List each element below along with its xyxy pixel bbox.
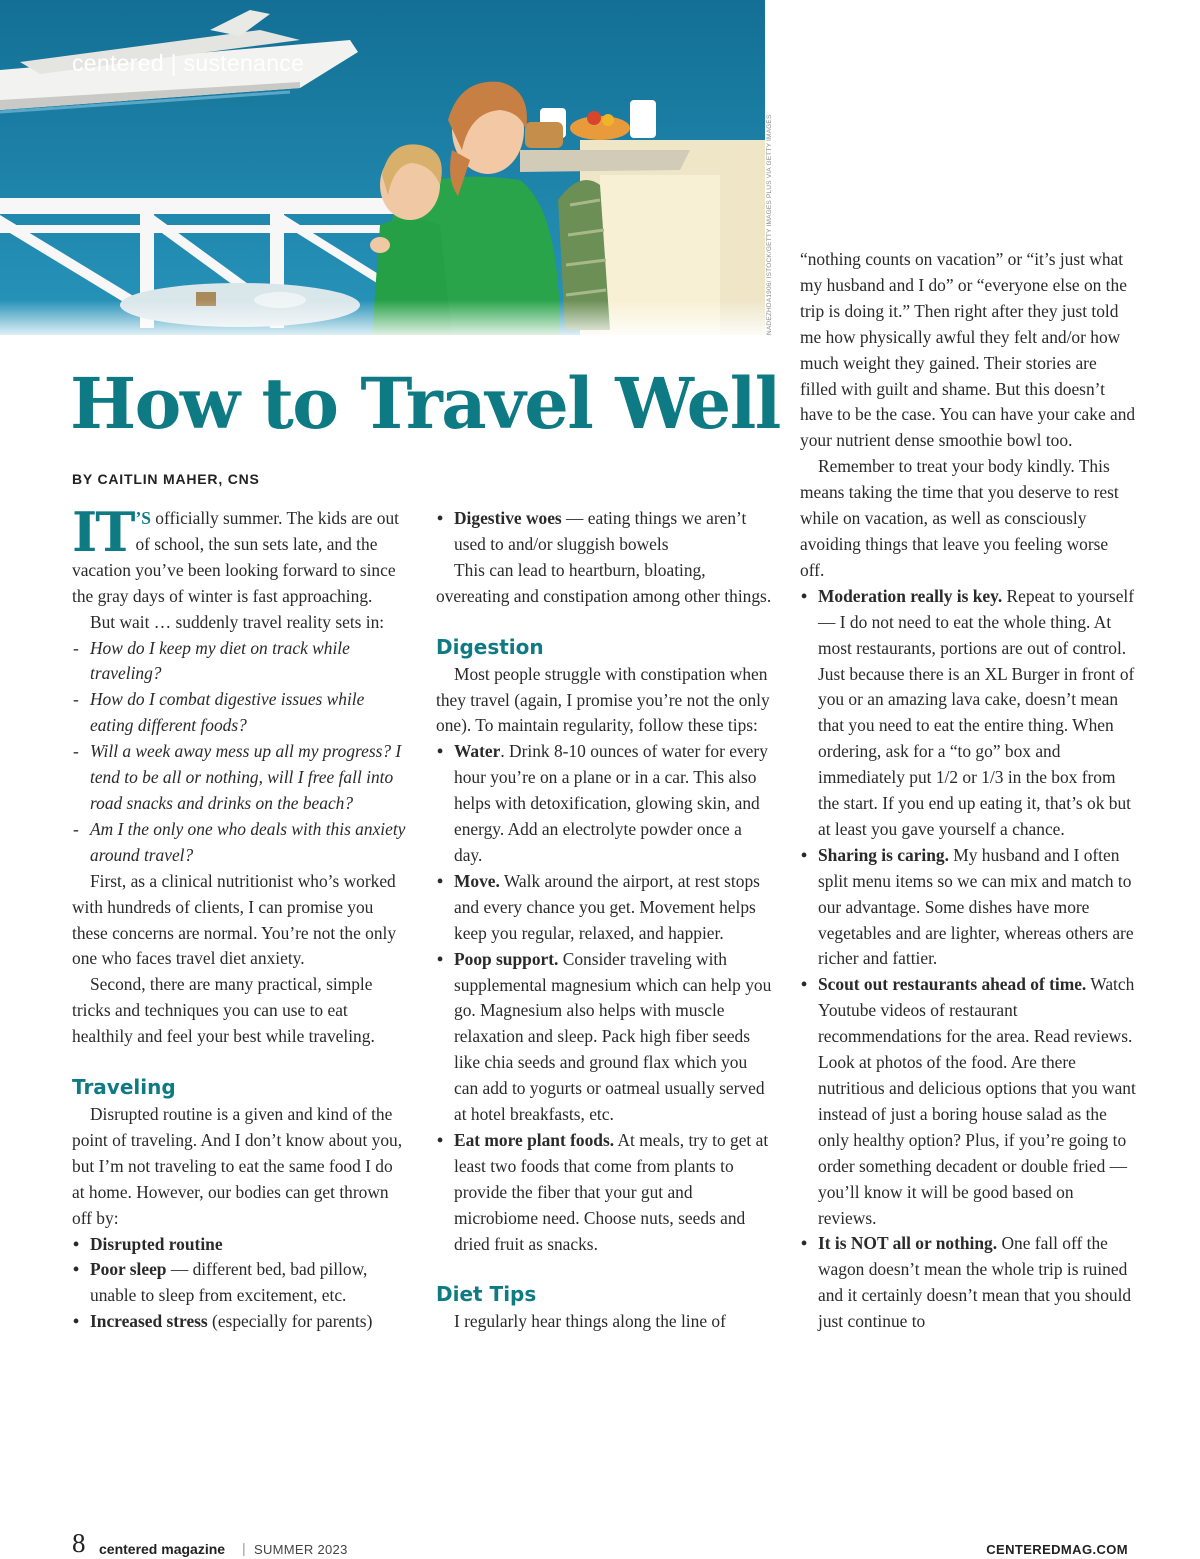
photo-credit: NADEZHDA1906/ ISTOCK/GETTY IMAGES PLUS VIA GETTY IMAGES	[766, 114, 773, 335]
heading-diet-tips: Diet Tips	[436, 1282, 537, 1307]
magazine-name: centered magazine	[99, 1541, 226, 1557]
footer-separator: |	[242, 1540, 246, 1556]
column-2	[436, 506, 772, 1335]
intro-text: officially summer. The kids are out of school, the sun sets late, and the vacation you’ve been looking forward to since the gray days of winter is fast approaching.	[72, 508, 400, 606]
drop-cap-tail: ’S	[135, 508, 151, 528]
list-item: • Disrupted routine	[72, 1232, 408, 1258]
hero-photo	[0, 0, 765, 335]
digestion-paragraph: Most people struggle with constipation when they travel (again, I promise you’re not the only one). To maintain regularity, follow these tips:	[436, 663, 770, 736]
diet-tips-paragraph-2: Remember to treat your body kindly. This means taking the time that you deserve to rest while on vacation, as well as consciously avoiding things that leave you feeling worse off.	[800, 456, 1119, 580]
intro-paragraph-3: First, as a clinical nutritionist who’s worked with hundreds of clients, I can promise you these concerns are normal. You’re not the only one who faces travel diet anxiety.	[72, 870, 397, 969]
question-item: - How do I keep my diet on track while traveling?	[72, 636, 408, 688]
byline: BY CAITLIN MAHER, CNS	[72, 471, 260, 487]
traveling-paragraph: Disrupted routine is a given and kind of the point of traveling. And I don’t know about you, but I’m not traveling to eat the same food I do at home. However, our bodies can get thrown off by:	[72, 1104, 403, 1228]
list-item: • Sharing is caring. My husband and I often split menu items so we can mix and match to our advantage. Some dishes have more vegetables and are lighter, whereas others are richer and fattier.	[800, 843, 1136, 973]
website-link[interactable]: CENTEREDMAG.COM	[986, 1542, 1128, 1557]
digestion-list	[436, 739, 772, 1257]
list-item: • Moderation really is key. Repeat to yourself — I do not need to eat the whole thing. At most restaurants, portions are out of control. Just because there is an XL Burger in front of you or an amazing lava cake, doesn’t mean that you need to eat the entire thing. When ordering, ask for a “to go” box and immediately put 1/2 or 1/3 in the box from the start. If you end up eating it, that’s ok but at least you gave yourself a chance.	[800, 584, 1136, 843]
traveling-list-continued	[436, 506, 772, 558]
column-1	[72, 500, 408, 1335]
page-number: 8	[72, 1528, 86, 1558]
list-item: • Water. Drink 8-10 ounces of water for every hour you’re on a plane or in a car. This also helps with detoxification, glowing skin, and energy. Add an electrolyte powder once a day.	[436, 739, 772, 869]
intro-paragraph-4: Second, there are many practical, simple tricks and techniques you can use to eat healthily and feel your best while traveling.	[72, 974, 375, 1047]
section-label: centered | sustenance	[72, 50, 305, 76]
traveling-paragraph-2: This can lead to heartburn, bloating, overeating and constipation among other things.	[436, 559, 772, 606]
diet-tips-paragraph-continued: “nothing counts on vacation” or “it’s just what my husband and I do” or “everyone else on the trip is doing it.” Then right after they just told me how physically awful they felt and/or how much weight they gained. Their stories are filled with guilt and shame. But this doesn’t have to be the case. You can have your cake and your nutrient dense smoothie bowl too.	[800, 249, 1136, 451]
question-item: - Am I the only one who deals with this anxiety around travel?	[72, 817, 408, 869]
issue-date: SUMMER 2023	[254, 1542, 348, 1557]
question-list	[72, 636, 408, 869]
traveling-list	[72, 1232, 408, 1336]
list-item: • Move. Walk around the airport, at rest stops and every chance you get. Movement helps keep you regular, relaxed, and happier.	[436, 869, 772, 947]
list-item: • Digestive woes — eating things we aren’t used to and/or sluggish bowels	[436, 506, 772, 558]
diet-tips-list	[800, 584, 1136, 1335]
list-item: • Eat more plant foods. At meals, try to get at least two foods that come from plants to provide the fiber that your gut and microbiome need. Choose nuts, seeds and dried fruit as snacks.	[436, 1128, 772, 1258]
article-headline: How to Travel Well	[70, 362, 780, 445]
list-item: • It is NOT all or nothing. One fall off the wagon doesn’t mean the whole trip is ruined and it certainly doesn’t mean that you should just continue to	[800, 1231, 1136, 1335]
list-item: • Increased stress (especially for parents)	[72, 1309, 408, 1335]
question-item: - How do I combat digestive issues while eating different foods?	[72, 687, 408, 739]
heading-traveling: Traveling	[72, 1075, 176, 1100]
intro-paragraph-2: But wait … suddenly travel reality sets in:	[90, 611, 385, 632]
question-item: - Will a week away mess up all my progress? I tend to be all or nothing, will I free fall into road snacks and drinks on the beach?	[72, 739, 408, 817]
list-item: • Scout out restaurants ahead of time. Watch Youtube videos of restaurant recommendations for the area. Read reviews. Look at photos of the food. Are there nutritious and delicious options that you want instead of just a boring house salad as the only healthy option? Plus, if you’re going to order something decadent or double fried — you’ll know it will be good based on reviews.	[800, 972, 1136, 1231]
intro-paragraph	[72, 500, 408, 610]
drop-cap: IT	[72, 500, 134, 564]
diet-tips-paragraph: I regularly hear things along the line of	[454, 1311, 726, 1332]
column-3	[800, 247, 1136, 1335]
list-item: • Poop support. Consider traveling with supplemental magnesium which can help you go. Magnesium also helps with muscle relaxation and sleep. Pack high fiber seeds like chia seeds and ground flax which you can add to yogurts or oatmeal usually served at hotel breakfasts, etc.	[436, 947, 772, 1128]
heading-digestion: Digestion	[436, 634, 544, 659]
list-item: • Poor sleep — different bed, bad pillow, unable to sleep from excitement, etc.	[72, 1257, 408, 1309]
